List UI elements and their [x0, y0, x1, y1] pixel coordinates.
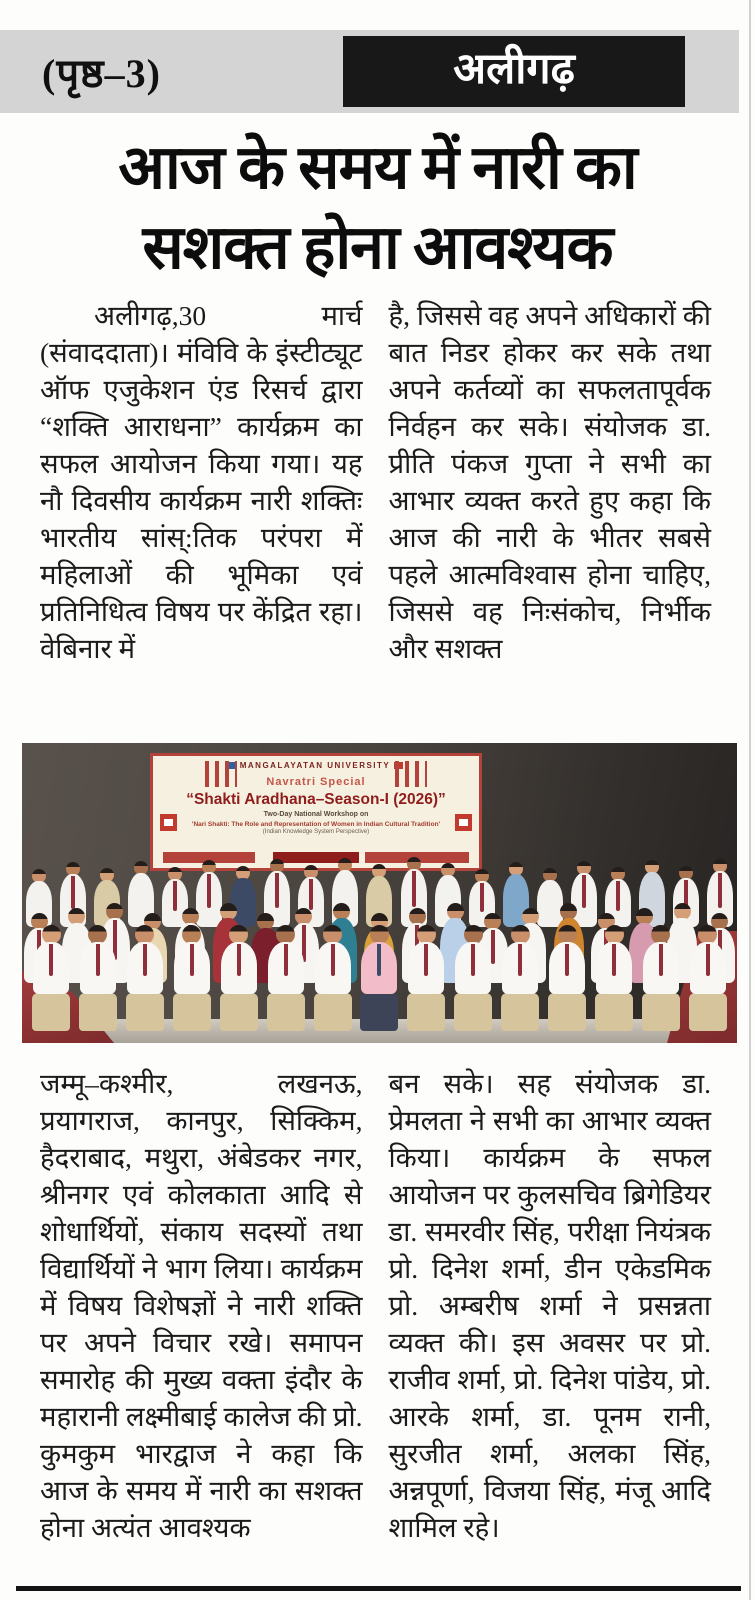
person-figure [267, 925, 305, 1031]
person-figure [360, 925, 398, 1031]
article-column-left-top: अलीगढ़,30 मार्च (संवाददाता)। मंविवि के इंस्टीट्यूट ऑफ एजुकेशन एंड रिसर्च द्वारा “शक्ति आराधना” कार्यक्रम का सफल आयोजन किया गया। यह नौ दिवसीय कार्यक्रम नारी शक्तिः भारतीय सांस्:तिक परंपरा में महिलाओं की भूमिका एवं प्रतिनिधित्व विषय पर केंद्रित रहा। वेबिनार में [40, 300, 363, 664]
banner-tagline: Navratri Special [266, 776, 366, 788]
crowd-row-front [22, 925, 737, 1031]
person-figure [126, 925, 164, 1031]
section-header [0, 30, 739, 113]
headline [18, 129, 737, 289]
person-figure [595, 925, 633, 1031]
banner-subtitle-1: Two-Day National Workshop on [263, 811, 369, 818]
event-banner [150, 753, 482, 871]
city-banner: अलीगढ़ [343, 36, 685, 107]
headline-line1: आज के समय में नारी का [118, 135, 637, 202]
banner-subtitle-3: (Indian Knowledge System Perspective) [262, 829, 370, 835]
person-figure [454, 925, 492, 1031]
page-ref-label: (पृष्ठ–3) [42, 51, 161, 96]
banner-subtitle-2: 'Nari Shakti: The Role and Representation of Women in Indian Cultural Tradition' [191, 821, 441, 828]
column-divider-rule [749, 0, 751, 1600]
person-figure [173, 925, 211, 1031]
sdg-badge-icon-left [160, 814, 177, 831]
person-figure [407, 925, 445, 1031]
person-figure [642, 925, 680, 1031]
headline-line2: सशक्त होना आवश्यक [142, 215, 613, 282]
garland-icon [205, 761, 237, 787]
person-figure [314, 925, 352, 1031]
banner-title: “Shakti Aradhana–Season-I (2026)” [186, 791, 446, 808]
person-figure [32, 925, 70, 1031]
article-body-bottom [0, 1065, 755, 1583]
article-column-left-bottom: जम्मू–कश्मीर, लखनऊ, प्रयागराज, कानपुर, सिक्किम, हैदराबाद, मथुरा, अंबेडकर नगर, श्रीनगर एवं कोलकाता आदि से शोधार्थियों, संकाय सदस्यों तथा विद्यार्थियों ने भाग लिया। कार्यक्रम में विषय विशेषज्ञों ने नारी शक्ति पर अपने विचार रखे। समापन समारोह की मुख्य वक्ता इंदौर के महारानी लक्ष्मीबाई कालेज की प्रो. कुमकुम भारद्वाज ने कहा कि आज के समय में नारी का सशक्त होना अत्यंत आवश्यक [40, 1068, 363, 1543]
banner-org-text: MANGALAYATAN UNIVERSITY [239, 761, 391, 770]
person-figure [548, 925, 586, 1031]
person-figure [79, 925, 117, 1031]
person-figure [689, 925, 727, 1031]
person-figure [501, 925, 539, 1031]
group-photo [22, 743, 737, 1043]
banner-org-line [153, 761, 479, 771]
sdg-badge-icon-right [455, 814, 472, 831]
garland-icon [395, 761, 427, 787]
bottom-rule [16, 1586, 741, 1591]
person-figure [220, 925, 258, 1031]
article-column-right-bottom: बन सके। सह संयोजक डा. प्रेमलता ने सभी का आभार व्यक्त किया। कार्यक्रम के सफल आयोजन पर कुलसचिव ब्रिगेडियर डा. समरवीर सिंह, परीक्षा नियंत्रक प्रो. दिनेश शर्मा, डीन एकेडमिक प्रो. अम्बरीष शर्मा ने प्रसन्नता व्यक्त की। इस अवसर पर प्रो. राजीव शर्मा, प्रो. दिनेश पांडेय, प्रो. आरके शर्मा, डा. पूनम रानी, सुरजीत शर्मा, अलका सिंह, अन्नपूर्णा, विजया सिंह, मंजू आदि शामिल रहे। [388, 1068, 711, 1543]
article-column-right-top: है, जिससे वह अपने अधिकारों की बात निडर होकर कर सके तथा अपने कर्तव्यों का सफलतापूर्वक निर्वहन कर सके। संयोजक डा. प्रीति पंकज गुप्ता ने सभी का आभार व्यक्त करते हुए कहा कि आज की नारी के भीतर सबसे पहले आत्मविश्वास होना चाहिए, जिससे वह निःसंकोच, निर्भीक और सशक्त [388, 300, 711, 664]
article-body-top [0, 297, 755, 709]
